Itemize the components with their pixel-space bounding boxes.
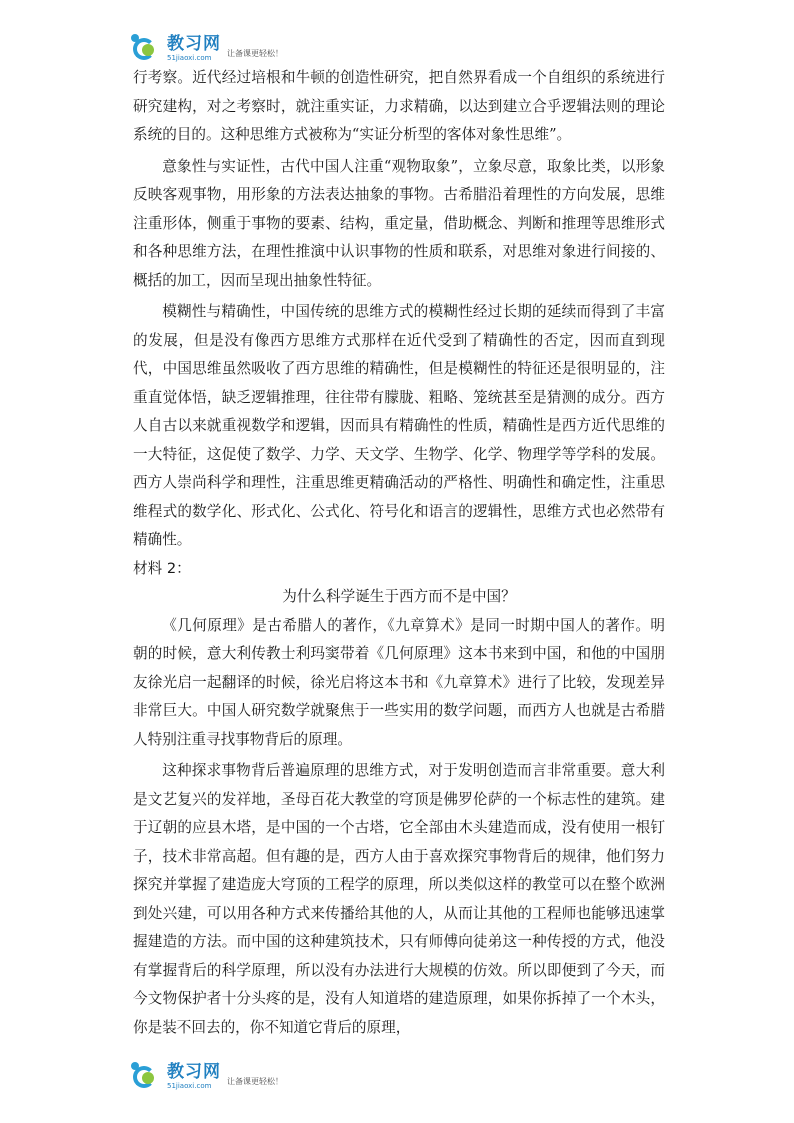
logo-slogan: 让备课更轻松！ [227, 1077, 283, 1086]
logo-domain: 51jiaoxi.com [167, 1082, 212, 1090]
material-title: 为什么科学诞生于西方而不是中国？ [282, 588, 516, 605]
logo-slogan: 让备课更轻松！ [227, 49, 283, 58]
logo-icon [131, 1062, 161, 1092]
footer-logo [131, 1062, 283, 1092]
material-label: 材料 2： [133, 559, 191, 577]
paragraph-4: 《几何原理》是古希腊人的著作，《九章算术》是同一时期中国人的著作。明朝的时候，意大利传教士利玛窦带着《几何原理》这本书来到中国，和他的中国朋友徐光启一起翻译的时候，徐光启将这本书和《九章算术》进行了比较，发现差异非常巨大。中国人研究数学就聚焦于一些实用的数学问题，而西方人也就是古希腊人特别注重寻找事物背后的原理。 [133, 616, 665, 748]
paragraph-2: 意象性与实证性，古代中国人注重“观物取象”，立象尽意，取象比类，以形象反映客观事物，用形象的方法表达抽象的事物。古希腊沿着理性的方向发展，思维注重形体，侧重于事物的要素、结构，重定量，借助概念、判断和推理等思维形式和各种思维方法，在理性推演中认识事物的性质和联系，对思维对象进行间接的、概括的加工，因而呈现出抽象性特征。 [133, 157, 665, 289]
document-body [133, 64, 665, 1042]
logo-wordmark [167, 1064, 221, 1090]
logo-name: 教习网 [167, 1062, 221, 1082]
header-logo [131, 34, 283, 64]
logo-domain: 51jiaoxi.com [167, 54, 212, 62]
paragraph-5: 这种探求事物背后普遍原理的思维方式，对于发明创造而言非常重要。意大利是文艺复兴的发祥地，圣母百花大教堂的穹顶是佛罗伦萨的一个标志性的建筑。建于辽朝的应县木塔，是中国的一个古塔，它全部由木头建造而成，没有使用一根钉子，技术非常高超。但有趣的是，西方人由于喜欢探究事物背后的规律，他们努力探究并掌握了建造庞大穹顶的工程学的原理，所以类似这样的教堂可以在整个欧洲到处兴建，可以用各种方式来传播给其他的人，从而让其他的工程师也能够迅速掌握建造的方法。而中国的这种建筑技术，只有师傅向徒弟这一种传授的方式，他没有掌握背后的科学原理，所以没有办法进行大规模的仿效。所以即便到了今天，而今文物保护者十分头疼的是，没有人知道塔的建造原理，如果你拆掉了一个木头，你是装不回去的，你不知道它背后的原理， [133, 762, 665, 1036]
logo-name: 教习网 [167, 34, 221, 54]
logo-icon [131, 34, 161, 64]
paragraph-3: 模糊性与精确性，中国传统的思维方式的模糊性经过长期的延续而得到了丰富的发展，但是没有像西方思维方式那样在近代受到了精确性的否定，因而直到现代，中国思维虽然吸收了西方思维的精确性，但是模糊性的特征还是很明显的，注重直觉体悟，缺乏逻辑推理，往往带有朦胧、粗略、笼统甚至是猜测的成分。西方人自古以来就重视数学和逻辑，因而具有精确性的性质，精确性是西方近代思维的一大特征，这促使了数学、力学、天文学、生物学、化学、物理学等学科的发展。西方人崇尚科学和理性，注重思维更精确活动的严格性、明确性和确定性，注重思维程式的数学化、形式化、公式化、符号化和语言的逻辑性，思维方式也必然带有精确性。 [133, 303, 665, 548]
logo-wordmark [167, 36, 221, 62]
paragraph-1: 行考察。近代经过培根和牛顿的创造性研究，把自然界看成一个自组织的系统进行研究建构，对之考察时，就注重实证，力求精确，以达到建立合乎逻辑法则的理论系统的目的。这种思维方式被称为“实证分析型的客体对象性思维”。 [133, 69, 665, 143]
